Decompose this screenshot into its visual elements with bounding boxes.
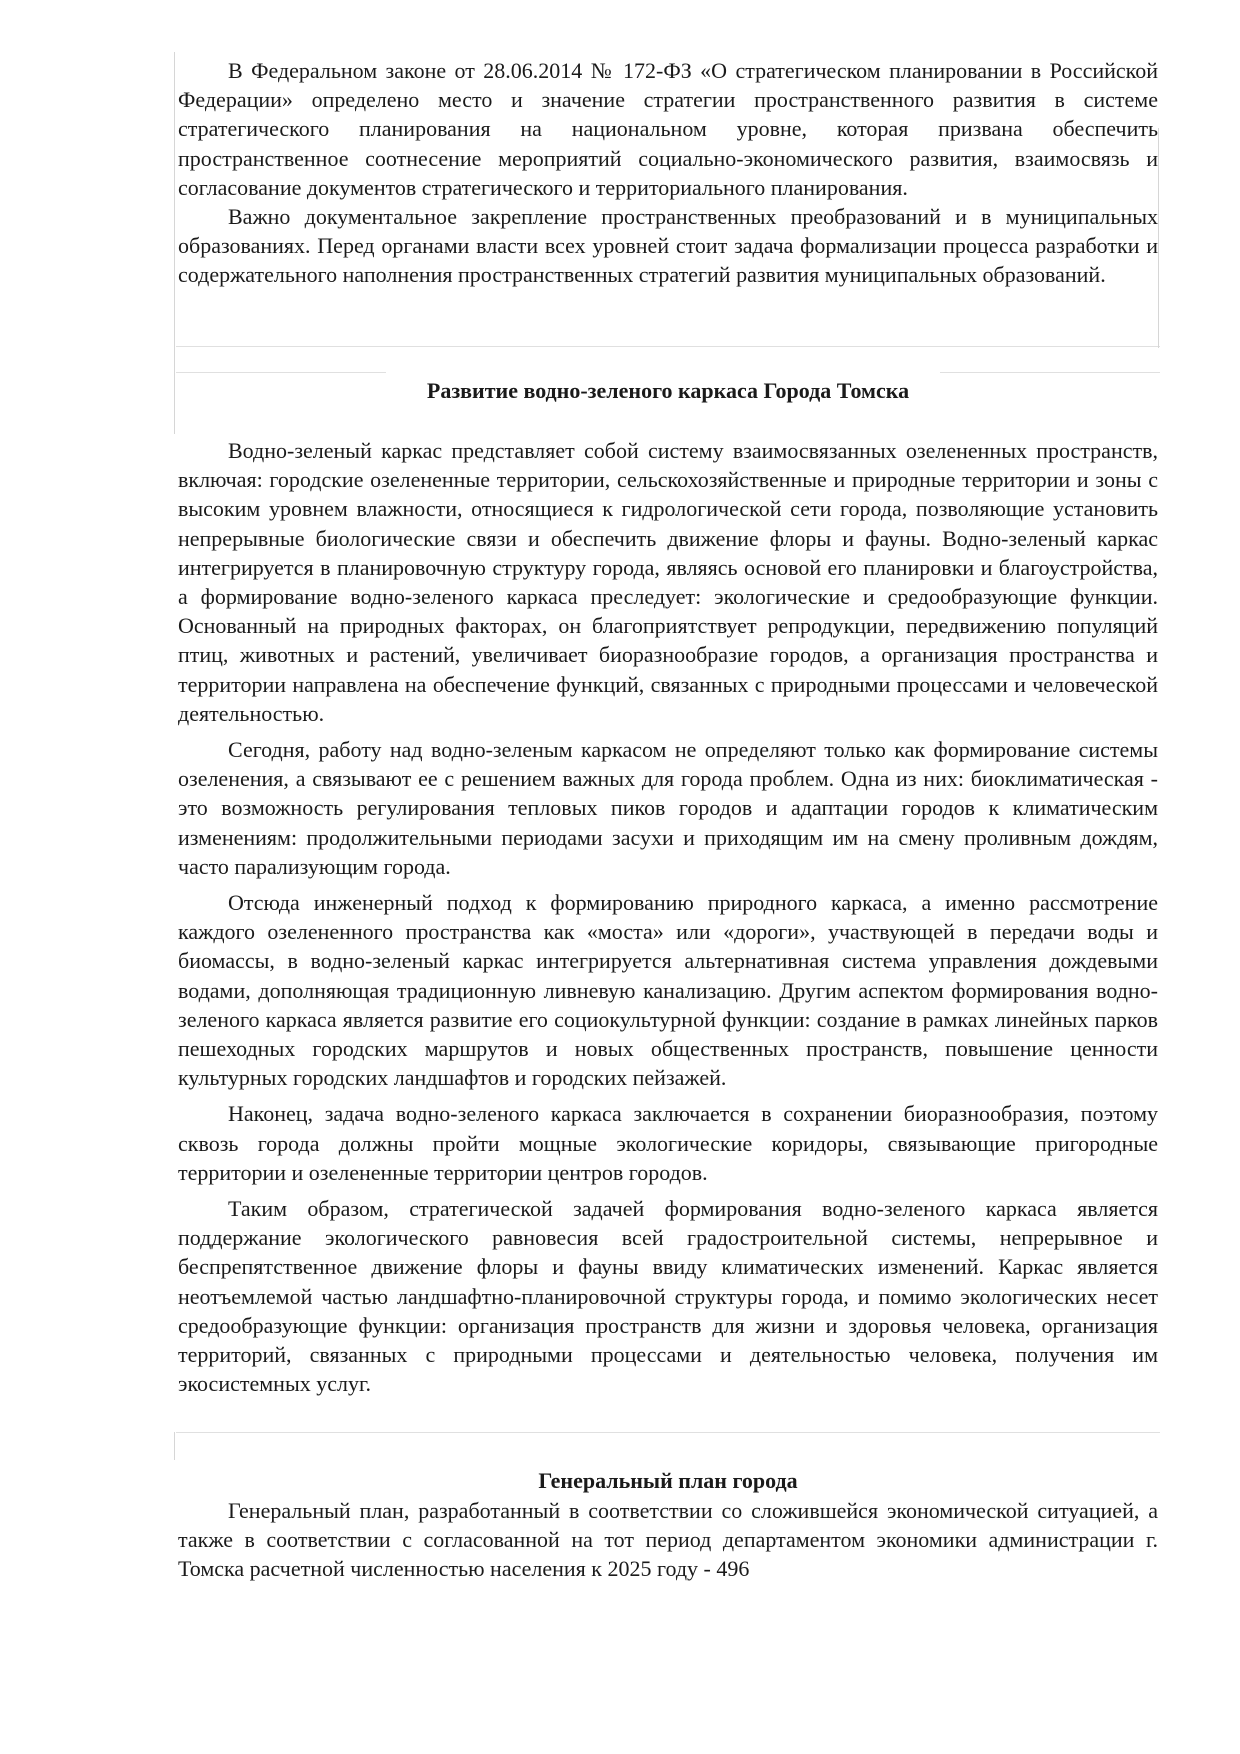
guide-line-h1 bbox=[176, 372, 386, 373]
guide-line-left-top bbox=[174, 52, 175, 434]
section-heading-green-frame: Развитие водно-зеленого каркаса Города Томска bbox=[426, 378, 910, 403]
guide-line-h4 bbox=[176, 1432, 1160, 1433]
intro-paragraph-1: В Федеральном законе от 28.06.2014 № 172-ФЗ «О стратегическом планировании в Российской Федерации» определено место и значение стратегии пространственного развития в системе стратегического планирования на национальном уровне, которая призвана обеспечить пространственное соотнесение мероприятий социально-экономического развития, взаимосвязь и согласование документов стратегического и территориального планирования. bbox=[178, 58, 1158, 200]
section1-paragraph-2: Сегодня, работу над водно-зеленым каркасом не определяют только как формирование системы озеленения, а связывают ее с решением важных для города проблем. Одна из них: биоклиматическая - это возможность регулирования тепловых пиков городов и адаптации городов к климатическим изменениям: продолжительными периодами засухи и приходящим им на смену проливным дождям, часто парализующим города. bbox=[178, 737, 1158, 879]
section2-paragraph-1: Генеральный план, разработанный в соответствии со сложившейся экономической ситуацией, а также в соответствии с согласованной на тот период департаментом экономики администрации г. Томска расчетной численностью населения к 2025 году - 496 bbox=[178, 1498, 1158, 1582]
guide-line-right-top bbox=[1158, 128, 1159, 348]
section1-paragraph-5: Таким образом, стратегической задачей формирования водно-зеленого каркаса является поддержание экологического равновесия всей градостроительной системы, непрерывное и беспрепятственное движение флоры и фауны ввиду климатических изменений. Каркас является неотъемлемой частью ландшафтно-планировочной структуры города, и помимо экологических несет средообразующие функции: организация пространств для жизни и здоровья человека, организация территорий, связанных с природными процессами и деятельностью человека, получения им экосистемных услуг. bbox=[178, 1196, 1158, 1397]
guide-line-left-bottom bbox=[174, 1432, 175, 1460]
section2-body bbox=[178, 1496, 1158, 1584]
section1-body bbox=[178, 436, 1158, 1399]
section1-paragraph-4: Наконец, задача водно-зеленого каркаса заключается в сохранении биоразнообразия, поэтому сквозь города должны пройти мощные экологические коридоры, связывающие пригородные территории и озелененные территории центров городов. bbox=[178, 1101, 1158, 1185]
guide-line-h2 bbox=[940, 372, 1160, 373]
intro-block bbox=[178, 56, 1158, 290]
guide-line-h3 bbox=[176, 346, 1160, 347]
section1-paragraph-1: Водно-зеленый каркас представляет собой систему взаимосвязанных озелененных пространств, включая: городские озелененные территории, сельскохозяйственные и природные территории и зоны с высоким уровнем влажности, относящиеся к гидрологической сети города, позволяющие установить непрерывные биологические связи и обеспечить движение флоры и фауны. Водно-зеленый каркас интегрируется в планировочную структуру города, являясь основой его планировки и благоустройства, а формирование водно-зеленого каркаса преследует: экологические и средообразующие функции. Основанный на природных факторах, он благоприятствует репродукции, передвижению популяций птиц, животных и растений, увеличивает биоразнообразие городов, а организация пространства и территории направлена на обеспечение функций, связанных с природными процессами и человеческой деятельностью. bbox=[178, 438, 1158, 726]
section1-paragraph-3: Отсюда инженерный подход к формированию природного каркаса, а именно рассмотрение каждого озелененного пространства как «моста» или «дороги», участвующей в передачи воды и биомассы, в водно-зеленый каркас интегрируется альтернативная система управления дождевыми водами, дополняющая традиционную ливневую канализацию. Другим аспектом формирования водно-зеленого каркаса является развитие его социокультурной функции: создание в рамках линейных парков пешеходных городских маршрутов и новых общественных пространств, повышение ценности культурных городских ландшафтов и городских пейзажей. bbox=[178, 890, 1158, 1091]
intro-paragraph-2: Важно документальное закрепление пространственных преобразований и в муниципальных образованиях. Перед органами власти всех уровней стоит задача формализации процесса разработки и содержательного наполнения пространственных стратегий развития муниципальных образований. bbox=[178, 204, 1158, 288]
section-heading-general-plan: Генеральный план города bbox=[538, 1468, 798, 1493]
